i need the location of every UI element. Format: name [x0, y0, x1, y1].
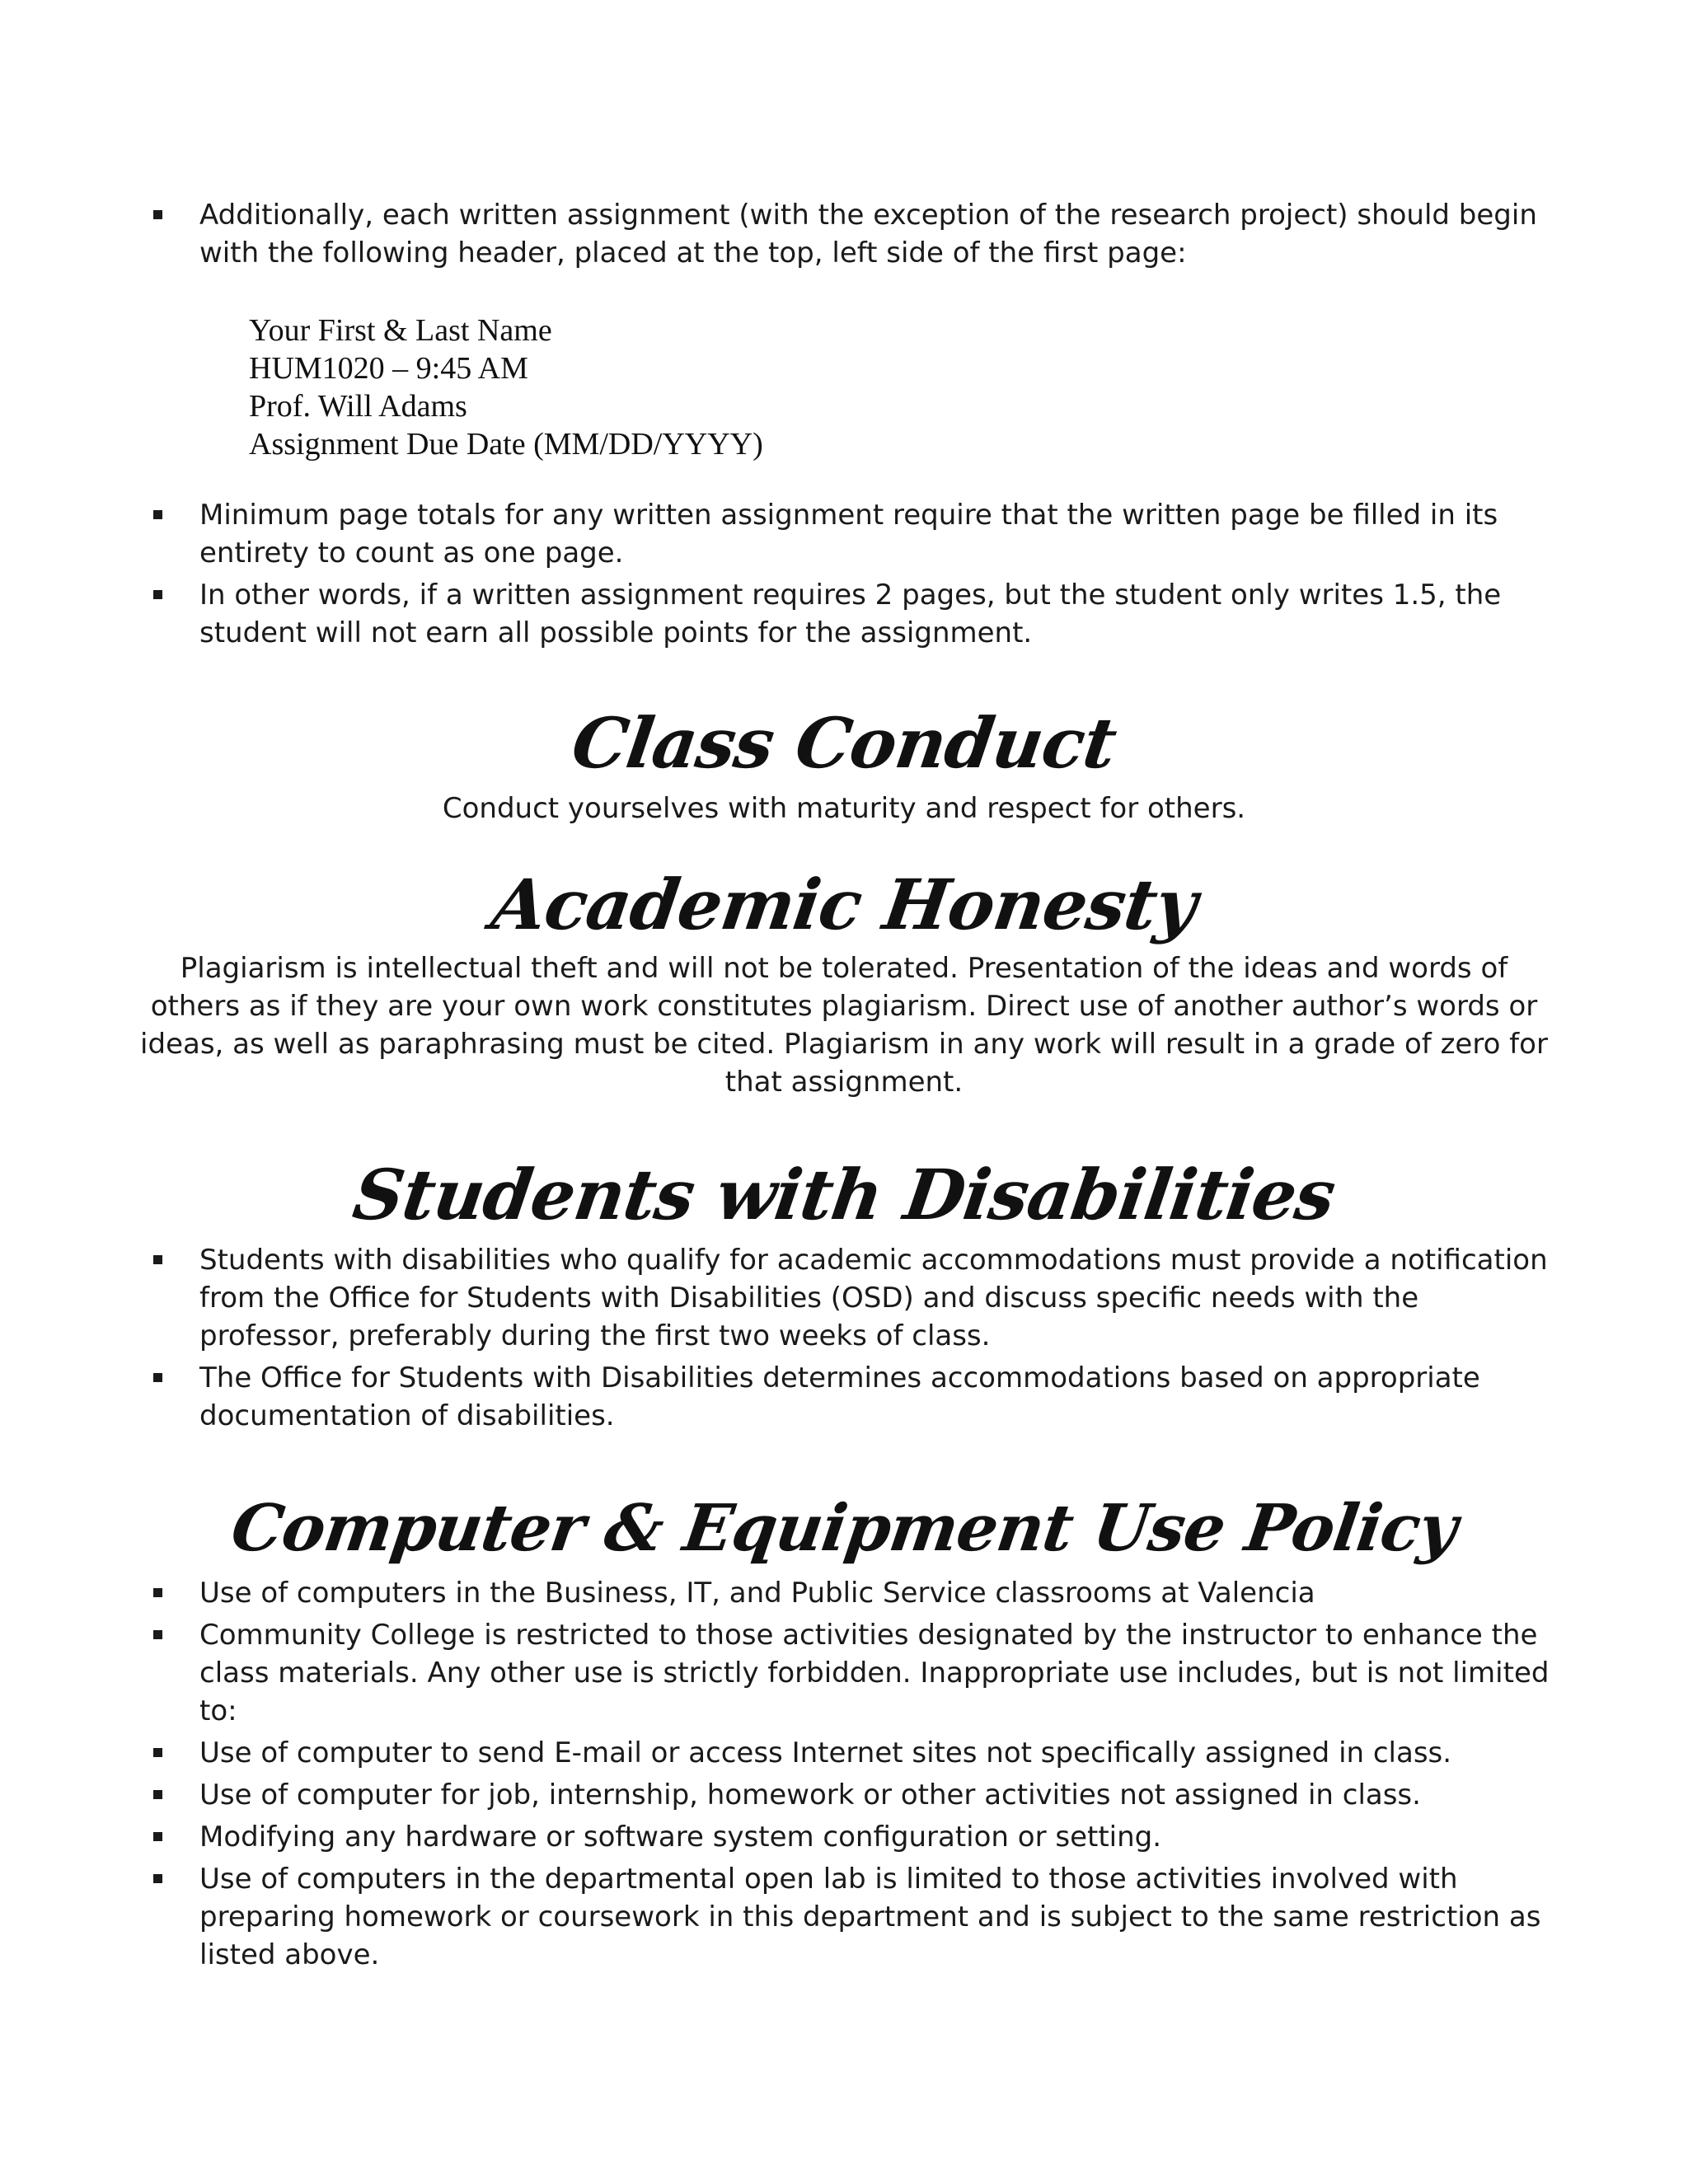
header-line-course: HUM1020 – 9:45 AM [249, 351, 528, 386]
bullet-square-icon [153, 1832, 162, 1841]
list-item [148, 1818, 1550, 1856]
bullet-square-icon [153, 1790, 162, 1799]
bullet-square-icon [153, 510, 162, 519]
list-item [148, 1359, 1550, 1435]
list-item [148, 1241, 1550, 1355]
bullet-square-icon [153, 1255, 162, 1264]
header-line-due-date: Assignment Due Date (MM/DD/YYYY) [249, 427, 763, 462]
page-total-bullet-list [148, 496, 1550, 656]
bullet-square-icon [153, 590, 162, 599]
computer-policy-heading: Computer & Equipment Use Policy [227, 1491, 1461, 1566]
bullet-text: Use of computer for job, internship, homework or other activities not assigned in class. [199, 1779, 1421, 1811]
header-example-block [249, 312, 763, 463]
bullet-text: The Office for Students with Disabilities determines accommodations based on appropriate documentation of disabilities. [199, 1361, 1480, 1432]
bullet-text: Students with disabilities who qualify for academic accommodations must provide a notification from the Office for Students with Disabilities (OSD) and discuss specific needs with the professor, preferably during the first two weeks of class. [199, 1244, 1548, 1352]
list-item [148, 1860, 1550, 1974]
list-item [148, 196, 1550, 272]
list-item [148, 1776, 1550, 1814]
disabilities-bullet-list [148, 1241, 1550, 1439]
header-line-professor: Prof. Will Adams [249, 389, 467, 424]
bullet-text: Use of computers in the departmental open lab is limited to those activities involved with preparing homework or coursework in this department and is subject to the same restriction as listed above. [199, 1863, 1541, 1971]
bullet-text: Modifying any hardware or software system configuration or setting. [199, 1821, 1162, 1854]
bullet-text: Minimum page totals for any written assignment require that the written page be filled in its entirety to count as one page. [199, 499, 1498, 569]
computer-policy-bullet-list [148, 1574, 1550, 1978]
bullet-square-icon [153, 1588, 162, 1597]
disabilities-heading: Students with Disabilities [348, 1154, 1340, 1235]
bullet-text: Community College is restricted to those activities designated by the instructor to enhance the class materials. Any other use is strictly forbidden. Inappropriate use includes, but is not limited to: [199, 1619, 1550, 1727]
list-item [148, 1734, 1550, 1772]
header-line-name: Your First & Last Name [249, 313, 552, 348]
academic-honesty-text: Plagiarism is intellectual theft and will not be tolerated. Presentation of the ideas and words of others as if they are your own work constitutes plagiarism. Direct use of another author’s words or ideas, as well as paraphrasing must be cited. Plagiarism in any work will result in a grade of zero for that assignment. [140, 952, 1548, 1099]
class-conduct-text: Conduct yourselves with maturity and respect for others. [442, 792, 1246, 825]
bullet-square-icon [153, 1373, 162, 1382]
bullet-text: Use of computer to send E-mail or access Internet sites not specifically assigned in class. [199, 1736, 1452, 1769]
academic-honesty-heading: Academic Honesty [486, 864, 1202, 945]
list-item [148, 576, 1550, 652]
bullet-square-icon [153, 210, 162, 219]
bullet-square-icon [153, 1874, 162, 1883]
list-item [148, 1616, 1550, 1730]
list-item [148, 496, 1550, 572]
class-conduct-heading: Class Conduct [567, 702, 1121, 784]
bullet-text: Additionally, each written assignment (with the exception of the research project) should begin with the following header, placed at the top, left side of the first page: [199, 199, 1537, 269]
bullet-text: Use of computers in the Business, IT, and Public Service classrooms at Valencia [199, 1577, 1315, 1610]
intro-bullet-list [148, 196, 1550, 276]
bullet-square-icon [153, 1630, 162, 1639]
bullet-square-icon [153, 1748, 162, 1757]
bullet-text: In other words, if a written assignment requires 2 pages, but the student only writes 1.5, the student will not earn all possible points for the assignment. [199, 579, 1502, 649]
list-item [148, 1574, 1550, 1612]
